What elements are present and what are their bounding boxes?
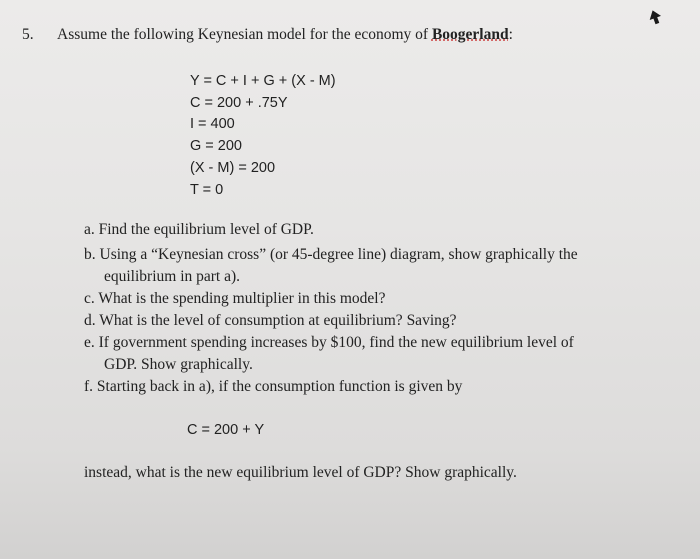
part-c: c. What is the spending multiplier in this model?: [84, 290, 386, 307]
equation-investment: I = 400: [190, 116, 235, 132]
part-f: f. Starting back in a), if the consumption function is given by: [84, 378, 463, 395]
problem-intro: [57, 25, 513, 45]
problem-number: 5.: [22, 26, 34, 43]
equation-taxes: T = 0: [190, 182, 224, 198]
equation-government: G = 200: [190, 138, 242, 154]
part-e-line2: GDP. Show graphically.: [104, 356, 253, 373]
part-a: a. Find the equilibrium level of GDP.: [84, 221, 314, 238]
economy-name: Boogerland: [431, 26, 509, 43]
part-d: d. What is the level of consumption at equilibrium? Saving?: [84, 312, 457, 329]
part-b-line1: b. Using a “Keynesian cross” (or 45-degree line) diagram, show graphically the: [84, 246, 578, 263]
equation-consumption: C = 200 + .75Y: [190, 95, 288, 111]
part-b-line2: equilibrium in part a).: [104, 268, 241, 285]
intro-text: Assume the following Keynesian model for the economy of: [57, 26, 432, 43]
equation-identity: Y = C + I + G + (X - M): [190, 73, 336, 89]
part-f-equation: C = 200 + Y: [187, 422, 265, 438]
part-e-line1: e. If government spending increases by $100, find the new equilibrium level of: [84, 334, 574, 351]
equation-net-exports: (X - M) = 200: [190, 160, 276, 176]
arrow-cursor-icon: [648, 9, 662, 25]
intro-colon: :: [508, 26, 513, 43]
part-f-question: instead, what is the new equilibrium level of GDP? Show graphically.: [84, 464, 517, 481]
